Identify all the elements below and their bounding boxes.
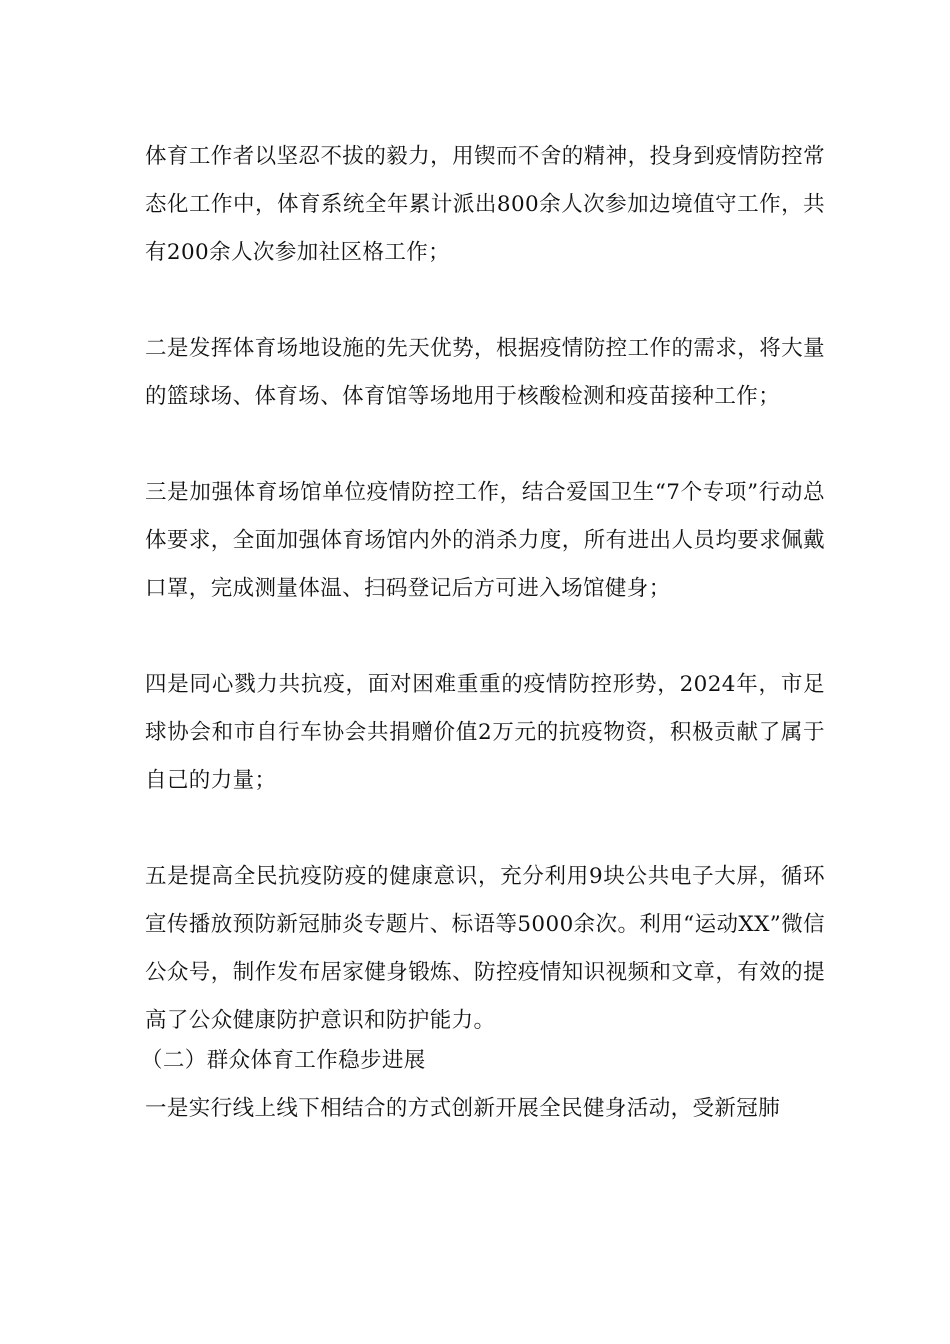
paragraph-spacer [145, 805, 825, 853]
paragraph-point-three: 三是加强体育场馆单位疫情防控工作，结合爱国卫生“7个专项”行动总体要求，全面加强体育场馆内外的消杀力度，所有进出人员均要求佩戴口罩，完成测量体温、扫码登记后方可进入场馆健身； [145, 480, 825, 601]
paragraph-spacer [145, 277, 825, 325]
paragraph-spacer [145, 421, 825, 469]
paragraph-point-five: 五是提高全民抗疫防疫的健康意识，充分利用9块公共电子大屏，循环宣传播放预防新冠肺炎专题片、标语等5000余次。利用“运动XX”微信公众号，制作发布居家健身锻炼、防控疫情知识视频和文章，有效的提高了公众健康防护意识和防护能力。 [145, 864, 825, 1033]
paragraph-epidemic-workers: 体育工作者以坚忍不拔的毅力，用锲而不舍的精神，投身到疫情防控常态化工作中，体育系统全年累计派出800余人次参加边境值守工作，共有200余人次参加社区格工作； [145, 144, 825, 265]
section-heading: （二）群众体育工作稳步进展 [141, 1048, 426, 1073]
paragraph-spacer [145, 613, 825, 661]
document-body [141, 133, 825, 1133]
paragraph-point-two: 二是发挥体育场地设施的先天优势，根据疫情防控工作的需求，将大量的篮球场、体育场、体育馆等场地用于核酸检测和疫苗接种工作； [145, 336, 825, 409]
paragraph-point-four: 四是同心戮力共抗疫，面对困难重重的疫情防控形势，2024年，市足球协会和市自行车协会共捐赠价值2万元的抗疫物资，积极贡献了属于自己的力量； [145, 672, 825, 793]
paragraph-mass-sports-one: 一是实行线上线下相结合的方式创新开展全民健身活动，受新冠肺 [145, 1096, 781, 1121]
